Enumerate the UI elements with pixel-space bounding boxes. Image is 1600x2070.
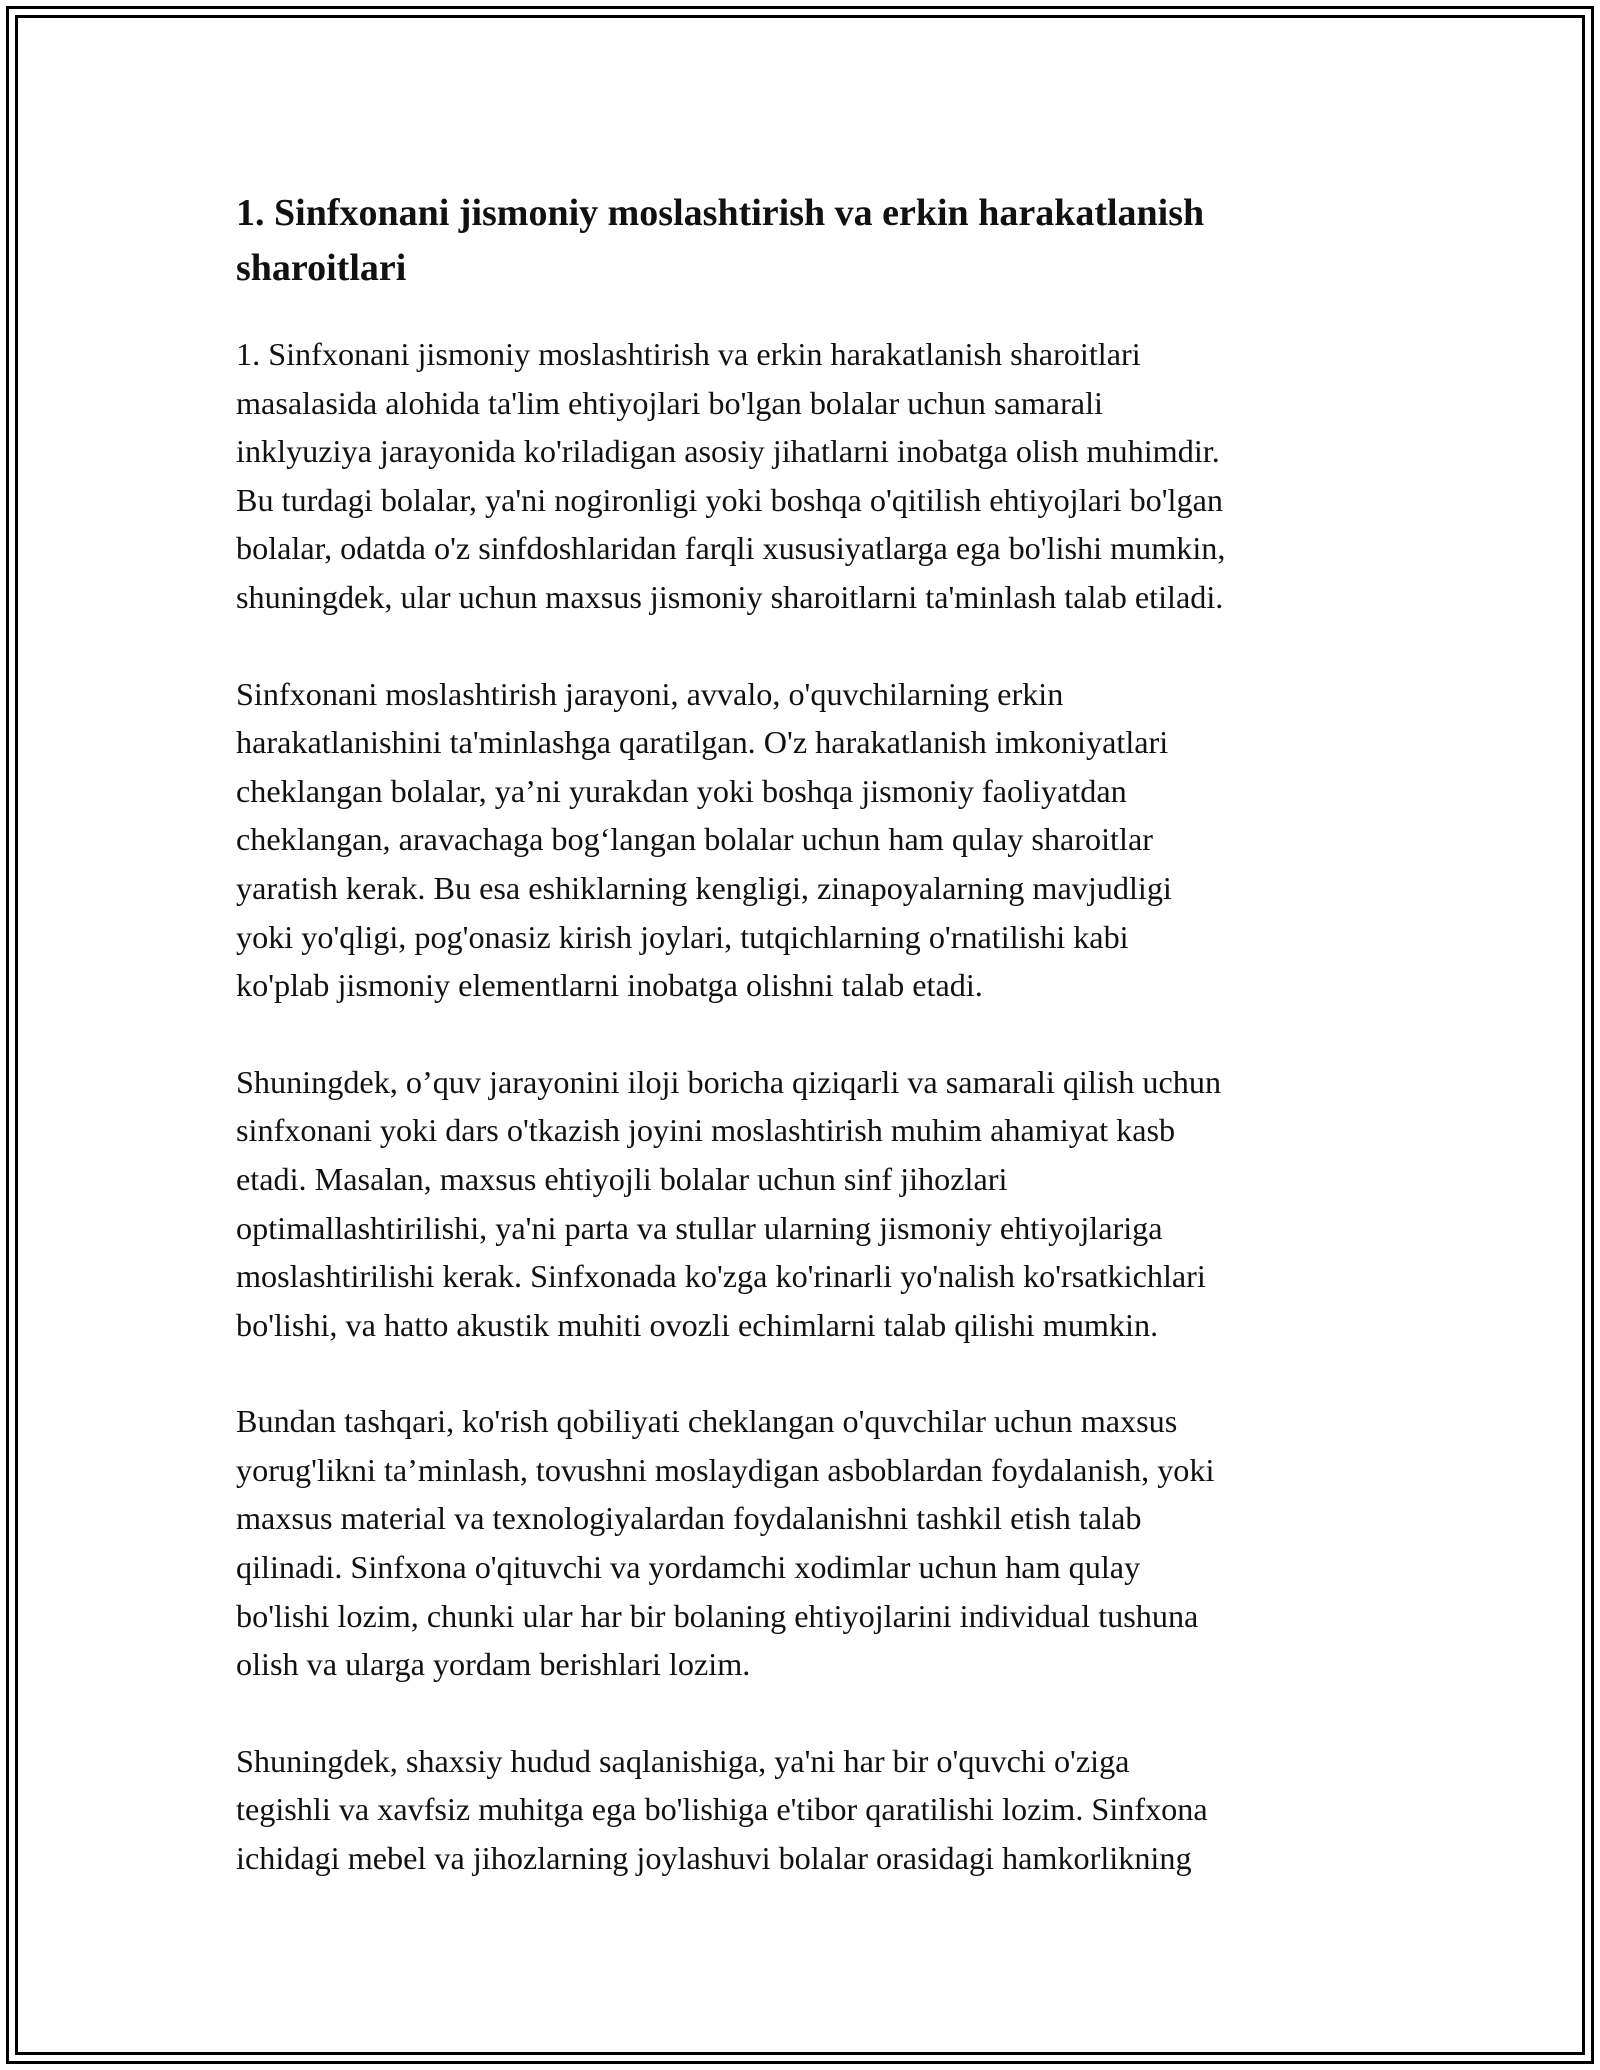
paragraph: 1. Sinfxonani jismoniy moslashtirish va erkin harakatlanish sharoitlari masalasida alohida ta'lim ehtiyojlari bo'lgan bolalar uchun samarali inklyuziya jarayonida ko'riladigan asosiy jihatlarni inobatga olish muhimdir. Bu turdagi bolalar, ya'ni nogironligi yoki boshqa o'qitilish ehtiyojlari bo'lgan bolalar, odatda o'z sinfdoshlaridan farqli xususiyatlarga ega bo'lishi mumkin, shuningdek, ular uchun maxsus jismoniy sharoitlarni ta'minlash talab etiladi. xyxy=(236,336,1226,615)
paragraph: Sinfxonani moslashtirish jarayoni, avvalo, o'quvchilarning erkin harakatlanishini ta'minlashga qaratilgan. O'z harakatlanish imkoniyatlari cheklangan bolalar, ya’ni yurakdan yoki boshqa jismoniy faoliyatdan cheklangan, aravachaga bog‘langan bolalar uchun ham qulay sharoitlar yaratish kerak. Bu esa eshiklarning kengligi, zinapoyalarning mavjudligi yoki yo'qligi, pog'onasiz kirish joylari, tutqichlarning o'rnatilishi kabi ko'plab jismoniy elementlarni inobatga olishni talab etadi. xyxy=(236,675,1172,1004)
paragraph: Bundan tashqari, ko'rish qobiliyati cheklangan o'quvchilar uchun maxsus yorug'likni ta’minlash, tovushni moslaydigan asboblardan foydalanish, yoki maxsus material va texnologiyalardan foydalanishni tashkil etish talab qilinadi. Sinfxona o'qituvchi va yordamchi xodimlar uchun ham qulay bo'lishi lozim, chunki ular har bir bolaning ehtiyojlarini individual tushuna olish va ularga yordam berishlari lozim. xyxy=(236,1403,1215,1683)
paragraph: Shuningdek, o’quv jarayonini iloji boricha qiziqarli va samarali qilish uchun sinfxonani yoki dars o'tkazish joyini moslashtirish muhim ahamiyat kasb etadi. Masalan, maxsus ehtiyojli bolalar uchun sinf jihozlari optimallashtirilishi, ya'ni parta va stullar ularning jismoniy ehtiyojlariga moslashtirilishi kerak. Sinfxonada ko'zga ko'rinarli yo'nalish ko'rsatkichlari bo'lishi, va hatto akustik muhiti ovozli echimlarni talab qilishi mumkin. xyxy=(236,1063,1222,1343)
paragraph: Shuningdek, shaxsiy hudud saqlanishiga, ya'ni har bir o'quvchi o'ziga tegishli va xavfsiz muhitga ega bo'lishiga e'tibor qaratilishi lozim. Sinfxona ichidagi mebel va jihozlarning joylashuvi bolalar orasidagi hamkorlikning xyxy=(236,1742,1208,1877)
document-body xyxy=(236,186,1376,1931)
section-heading: 1. Sinfxonani jismoniy moslashtirish va erkin harakatlanish sharoitlari xyxy=(236,192,1205,289)
